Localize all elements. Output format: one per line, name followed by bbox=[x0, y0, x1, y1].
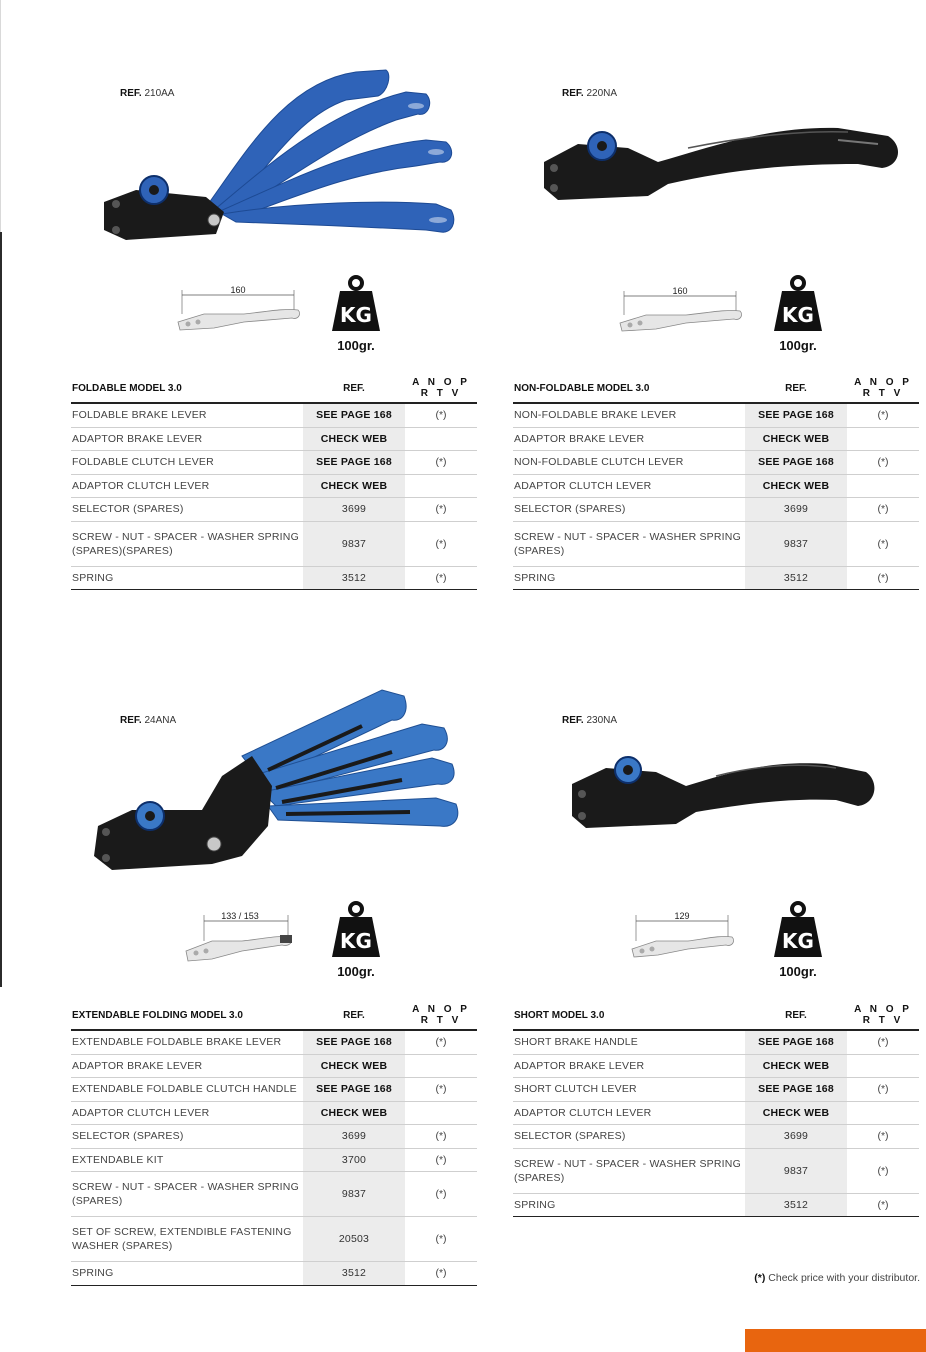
table-title: EXTENDABLE FOLDING MODEL 3.0 bbox=[71, 1000, 303, 1030]
weight-value: 100gr. bbox=[779, 964, 817, 979]
part-models bbox=[847, 1101, 919, 1125]
part-name: SELECTOR (SPARES) bbox=[513, 1125, 745, 1149]
part-ref: SEE PAGE 168 bbox=[745, 403, 847, 427]
ref-column-header: REF. bbox=[745, 373, 847, 403]
part-models bbox=[847, 474, 919, 498]
part-ref: SEE PAGE 168 bbox=[745, 1078, 847, 1102]
part-name: ADAPTOR CLUTCH LEVER bbox=[513, 1101, 745, 1125]
price-footnote bbox=[754, 1272, 920, 1284]
spec-table bbox=[71, 373, 477, 590]
part-models: (*) bbox=[847, 1193, 919, 1217]
table-row bbox=[71, 1172, 477, 1217]
part-name: ADAPTOR BRAKE LEVER bbox=[71, 1054, 303, 1078]
part-name-line2: (SPARES)(SPARES) bbox=[72, 544, 173, 557]
weight-icon bbox=[772, 275, 824, 335]
part-name bbox=[513, 521, 745, 566]
part-ref: 3512 bbox=[745, 1193, 847, 1217]
part-ref: 20503 bbox=[303, 1217, 405, 1262]
table-row bbox=[513, 566, 919, 590]
part-models: (*) bbox=[405, 566, 477, 590]
part-models: (*) bbox=[847, 521, 919, 566]
weight-value: 100gr. bbox=[337, 338, 375, 353]
non-foldable-lever-photo bbox=[538, 118, 904, 214]
table-header-row bbox=[71, 1000, 477, 1030]
table-row bbox=[513, 1078, 919, 1102]
part-models: (*) bbox=[405, 1217, 477, 1262]
table-row bbox=[71, 1054, 477, 1078]
weight-icon-label: KG bbox=[340, 303, 372, 327]
footnote-text: Check price with your distributor. bbox=[768, 1272, 920, 1284]
part-name: ADAPTOR BRAKE LEVER bbox=[71, 427, 303, 451]
table-header-row bbox=[513, 1000, 919, 1030]
part-name bbox=[71, 521, 303, 566]
part-name: ADAPTOR CLUTCH LEVER bbox=[71, 474, 303, 498]
part-name bbox=[513, 1148, 745, 1193]
table-title: NON-FOLDABLE MODEL 3.0 bbox=[513, 373, 745, 403]
lever-dimension-diagram bbox=[174, 284, 304, 336]
part-models: (*) bbox=[847, 403, 919, 427]
extendable-lever-photo bbox=[92, 686, 462, 882]
part-name: SPRING bbox=[71, 566, 303, 590]
table-row bbox=[71, 566, 477, 590]
weight-indicator bbox=[326, 901, 386, 979]
part-name: FOLDABLE CLUTCH LEVER bbox=[71, 451, 303, 475]
models-column-header: A N O P R T V bbox=[405, 373, 477, 403]
table-row bbox=[513, 451, 919, 475]
part-ref: 3512 bbox=[303, 566, 405, 590]
part-ref: 3512 bbox=[745, 566, 847, 590]
part-models: (*) bbox=[405, 1030, 477, 1054]
part-models: (*) bbox=[405, 1172, 477, 1217]
table-row bbox=[513, 403, 919, 427]
part-models: (*) bbox=[847, 498, 919, 522]
part-name: SELECTOR (SPARES) bbox=[513, 498, 745, 522]
part-name-line1: SCREW - NUT - SPACER - WASHER SPRING bbox=[72, 530, 299, 543]
part-name: ADAPTOR CLUTCH LEVER bbox=[71, 1101, 303, 1125]
table-row bbox=[71, 1078, 477, 1102]
weight-icon bbox=[330, 275, 382, 335]
table-header-row bbox=[71, 373, 477, 403]
part-models bbox=[405, 474, 477, 498]
part-models: (*) bbox=[847, 1125, 919, 1149]
part-ref: CHECK WEB bbox=[745, 474, 847, 498]
ref-column-header: REF. bbox=[303, 1000, 405, 1030]
part-models: (*) bbox=[405, 1148, 477, 1172]
weight-icon-label: KG bbox=[782, 929, 814, 953]
part-ref: 9837 bbox=[745, 1148, 847, 1193]
part-ref: 3699 bbox=[303, 1125, 405, 1149]
lever-dimension-diagram bbox=[182, 911, 302, 967]
part-name-line1: SCREW - NUT - SPACER - WASHER SPRING bbox=[514, 1157, 741, 1170]
table-row bbox=[513, 1101, 919, 1125]
part-models bbox=[405, 1054, 477, 1078]
part-models: (*) bbox=[405, 498, 477, 522]
table-header-row bbox=[513, 373, 919, 403]
part-ref: SEE PAGE 168 bbox=[303, 403, 405, 427]
part-name-line1: SCREW - NUT - SPACER - WASHER SPRING bbox=[514, 530, 741, 543]
table-row bbox=[513, 498, 919, 522]
diagram-length-label: 160 bbox=[672, 286, 688, 296]
part-ref: CHECK WEB bbox=[745, 1101, 847, 1125]
table-row bbox=[71, 451, 477, 475]
part-ref: CHECK WEB bbox=[745, 1054, 847, 1078]
lever-dimension-diagram bbox=[616, 285, 746, 337]
table-row bbox=[513, 1030, 919, 1054]
part-ref: CHECK WEB bbox=[303, 1101, 405, 1125]
part-name: EXTENDABLE FOLDABLE BRAKE LEVER bbox=[71, 1030, 303, 1054]
part-ref: SEE PAGE 168 bbox=[745, 451, 847, 475]
part-ref: 9837 bbox=[303, 1172, 405, 1217]
part-models: (*) bbox=[405, 1125, 477, 1149]
ref-column-header: REF. bbox=[303, 373, 405, 403]
part-name-line2: (SPARES) bbox=[514, 1171, 565, 1184]
table-row bbox=[513, 427, 919, 451]
footnote-marker: (*) bbox=[754, 1272, 766, 1284]
page-edge-line bbox=[0, 0, 1, 232]
part-ref: 9837 bbox=[745, 521, 847, 566]
weight-icon-label: KG bbox=[340, 929, 372, 953]
table-row bbox=[513, 1054, 919, 1078]
part-name-line2: WASHER (SPARES) bbox=[72, 1240, 173, 1252]
part-name: ADAPTOR CLUTCH LEVER bbox=[513, 474, 745, 498]
table-row bbox=[71, 1148, 477, 1172]
weight-indicator bbox=[768, 275, 828, 353]
table-row bbox=[71, 521, 477, 566]
part-models: (*) bbox=[405, 403, 477, 427]
diagram-length-label: 129 bbox=[674, 911, 690, 921]
table-row bbox=[71, 427, 477, 451]
part-name: SPRING bbox=[513, 1193, 745, 1217]
part-ref: SEE PAGE 168 bbox=[303, 1078, 405, 1102]
part-ref: 3700 bbox=[303, 1148, 405, 1172]
table-title: SHORT MODEL 3.0 bbox=[513, 1000, 745, 1030]
models-column-header: A N O P R T V bbox=[847, 1000, 919, 1030]
weight-value: 100gr. bbox=[779, 338, 817, 353]
part-name: SPRING bbox=[71, 1262, 303, 1286]
part-name: ADAPTOR BRAKE LEVER bbox=[513, 427, 745, 451]
part-models: (*) bbox=[405, 521, 477, 566]
part-name: SHORT BRAKE HANDLE bbox=[513, 1030, 745, 1054]
part-models: (*) bbox=[847, 451, 919, 475]
part-models: (*) bbox=[405, 451, 477, 475]
part-ref: CHECK WEB bbox=[303, 427, 405, 451]
diagram-length-label: 160 bbox=[230, 285, 246, 295]
part-name bbox=[71, 1217, 303, 1262]
part-name: FOLDABLE BRAKE LEVER bbox=[71, 403, 303, 427]
part-ref: 9837 bbox=[303, 521, 405, 566]
table-row bbox=[513, 521, 919, 566]
table-row bbox=[513, 1125, 919, 1149]
weight-value: 100gr. bbox=[337, 964, 375, 979]
models-column-header: A N O P R T V bbox=[405, 1000, 477, 1030]
part-name bbox=[71, 1172, 303, 1217]
part-name-line1: SET OF SCREW, EXTENDIBLE FASTENING bbox=[72, 1226, 292, 1238]
table-row bbox=[513, 1193, 919, 1217]
diagram-length-label: 133 / 153 bbox=[221, 911, 259, 921]
part-models: (*) bbox=[405, 1078, 477, 1102]
weight-icon-label: KG bbox=[782, 303, 814, 327]
table-row bbox=[71, 1125, 477, 1149]
table-row bbox=[513, 1148, 919, 1193]
table-row bbox=[513, 474, 919, 498]
part-ref: 3699 bbox=[745, 498, 847, 522]
part-name-line1: SCREW - NUT - SPACER - WASHER SPRING bbox=[72, 1181, 299, 1193]
short-lever-photo bbox=[566, 752, 880, 838]
table-row bbox=[71, 403, 477, 427]
part-models bbox=[405, 1101, 477, 1125]
foldable-lever-photo bbox=[96, 62, 466, 252]
part-models: (*) bbox=[405, 1262, 477, 1286]
part-models: (*) bbox=[847, 1148, 919, 1193]
part-ref: 3512 bbox=[303, 1262, 405, 1286]
lever-dimension-diagram bbox=[628, 911, 738, 963]
spec-table bbox=[71, 1000, 477, 1286]
table-row bbox=[71, 1030, 477, 1054]
part-ref: 3699 bbox=[745, 1125, 847, 1149]
page-tab-bar bbox=[745, 1329, 926, 1352]
part-name-line2: (SPARES) bbox=[72, 1195, 123, 1207]
table-title: FOLDABLE MODEL 3.0 bbox=[71, 373, 303, 403]
weight-indicator bbox=[326, 275, 386, 353]
weight-indicator bbox=[768, 901, 828, 979]
table-row bbox=[71, 1262, 477, 1286]
product-ref-label: REF. 230NA bbox=[562, 715, 618, 726]
part-ref: CHECK WEB bbox=[303, 1054, 405, 1078]
part-name: SELECTOR (SPARES) bbox=[71, 498, 303, 522]
weight-icon bbox=[330, 901, 382, 961]
part-models bbox=[405, 427, 477, 451]
table-row bbox=[71, 1217, 477, 1262]
table-row bbox=[71, 474, 477, 498]
part-models bbox=[847, 1054, 919, 1078]
part-name: SELECTOR (SPARES) bbox=[71, 1125, 303, 1149]
part-ref: CHECK WEB bbox=[303, 474, 405, 498]
models-column-header: A N O P R T V bbox=[847, 373, 919, 403]
table-row bbox=[71, 1101, 477, 1125]
part-name: EXTENDABLE FOLDABLE CLUTCH HANDLE bbox=[71, 1078, 303, 1102]
part-name: NON-FOLDABLE BRAKE LEVER bbox=[513, 403, 745, 427]
product-ref-label: REF. 210AA bbox=[120, 88, 175, 99]
part-ref: SEE PAGE 168 bbox=[303, 451, 405, 475]
weight-icon bbox=[772, 901, 824, 961]
spec-table bbox=[513, 1000, 919, 1217]
page-edge-rule bbox=[0, 232, 2, 987]
part-ref: SEE PAGE 168 bbox=[303, 1030, 405, 1054]
part-ref: CHECK WEB bbox=[745, 427, 847, 451]
part-name: SHORT CLUTCH LEVER bbox=[513, 1078, 745, 1102]
spec-table bbox=[513, 373, 919, 590]
product-ref-label: REF. 220NA bbox=[562, 88, 618, 99]
part-name: ADAPTOR BRAKE LEVER bbox=[513, 1054, 745, 1078]
part-name: SPRING bbox=[513, 566, 745, 590]
table-row bbox=[71, 498, 477, 522]
part-name: NON-FOLDABLE CLUTCH LEVER bbox=[513, 451, 745, 475]
ref-column-header: REF. bbox=[745, 1000, 847, 1030]
part-ref: 3699 bbox=[303, 498, 405, 522]
part-name-line2: (SPARES) bbox=[514, 544, 565, 557]
part-models: (*) bbox=[847, 566, 919, 590]
product-ref-label: REF. 24ANA bbox=[120, 715, 177, 726]
part-models bbox=[847, 427, 919, 451]
part-name: EXTENDABLE KIT bbox=[71, 1148, 303, 1172]
part-models: (*) bbox=[847, 1030, 919, 1054]
part-ref: SEE PAGE 168 bbox=[745, 1030, 847, 1054]
part-models: (*) bbox=[847, 1078, 919, 1102]
